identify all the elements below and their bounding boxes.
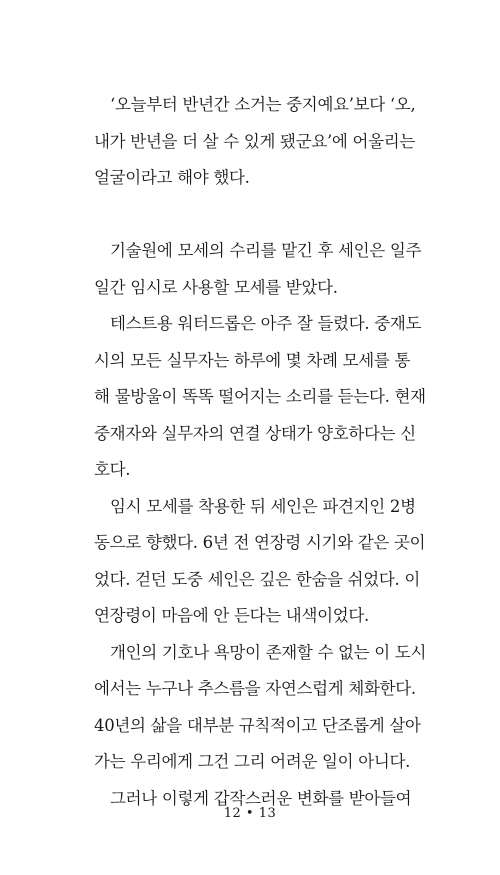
text-line: 기술원에 모세의 수리를 맡긴 후 세인은 일주	[110, 241, 422, 260]
text-line: 그러나 이렇게 갑작스러운 변화를 받아들여	[110, 788, 412, 808]
text-line: 시의 모든 실무자는 하루에 몇 차례 모세를 통	[94, 350, 411, 370]
text-line: 테스트용 워터드롭은 아주 잘 들렸다. 중재도	[110, 314, 422, 333]
text-line: 40년의 삶을 대부분 규칙적이고 단조롭게 살아	[94, 715, 421, 735]
body-text	[94, 87, 442, 817]
text-line: 중재자와 실무자의 연결 상태가 양호하다는 신	[94, 423, 416, 443]
text-line: 임시 모세를 착용한 뒤 세인은 파견지인 2병	[110, 496, 416, 516]
text-line: 에서는 누구나 추스름을 자연스럽게 체화한다.	[94, 679, 416, 698]
text-line: 해 물방울이 똑똑 떨어지는 소리를 듣는다. 현재	[94, 387, 426, 406]
paragraph	[94, 306, 442, 489]
text-line: 호다.	[94, 460, 131, 479]
text-line: 일간 임시로 사용할 모세를 받았다.	[94, 277, 338, 297]
text-line: 동으로 향했다. 6년 전 연장령 시기와 같은 곳이	[94, 533, 426, 552]
text-line: 개인의 기호나 욕망이 존재할 수 없는 이 도시	[110, 642, 427, 662]
paragraph	[94, 87, 442, 197]
text-line: 었다. 걷던 도중 세인은 깊은 한숨을 쉬었다. 이	[94, 569, 421, 589]
text-line: 가는 우리에게 그건 그리 어려운 일이 아니다.	[94, 752, 411, 771]
text-line: ‘오늘부터 반년간 소거는 중지예요’보다 ‘오,	[110, 95, 416, 114]
section-break	[94, 197, 442, 234]
paragraph	[94, 489, 442, 635]
text-line: 연장령이 마음에 안 든다는 내색이었다.	[94, 606, 369, 625]
text-line: 얼굴이라고 해야 했다.	[94, 168, 250, 187]
page-number: 12 • 13	[223, 806, 277, 821]
text-line: 내가 반년을 더 살 수 있게 됐군요’에 어울리는	[94, 131, 416, 151]
paragraph	[94, 635, 442, 781]
paragraph	[94, 233, 442, 306]
